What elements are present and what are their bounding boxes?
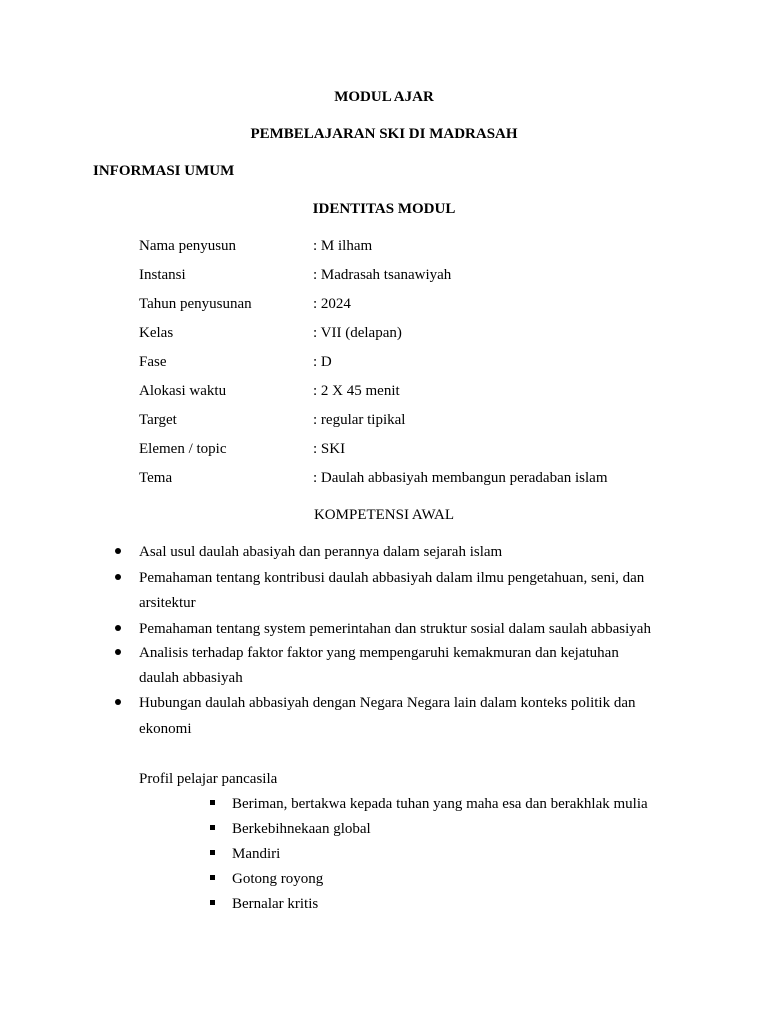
bullet-icon <box>115 548 121 554</box>
identity-label: Target <box>139 412 177 428</box>
bullet-icon <box>115 574 121 580</box>
document-title: MODUL AJAR <box>334 89 434 105</box>
square-bullet-icon <box>210 900 215 905</box>
identity-label: Kelas <box>139 325 174 341</box>
list-item: Berkebihnekaan global <box>232 821 371 837</box>
square-bullet-icon <box>210 825 215 830</box>
list-item: Mandiri <box>232 846 281 862</box>
square-bullet-icon <box>210 800 215 805</box>
list-item: Asal usul daulah abasiyah dan perannya dalam sejarah islam <box>139 544 503 560</box>
identity-label: Tema <box>139 470 173 486</box>
list-item: Pemahaman tentang kontribusi daulah abbasiyah dalam ilmu pengetahuan, seni, dan <box>139 570 645 586</box>
identity-label: Nama penyusun <box>139 238 237 254</box>
list-item: Beriman, bertakwa kepada tuhan yang maha esa dan berakhlak mulia <box>232 796 648 812</box>
identity-label: Elemen / topic <box>139 441 227 457</box>
identity-value: : D <box>313 354 332 370</box>
identity-label: Instansi <box>139 267 186 283</box>
identity-heading: IDENTITAS MODUL <box>312 201 456 217</box>
bullet-icon <box>115 699 121 705</box>
identity-label: Fase <box>139 354 167 370</box>
identity-value: : 2024 <box>313 296 351 312</box>
profil-heading: Profil pelajar pancasila <box>139 771 278 787</box>
identity-value: : regular tipikal <box>313 412 406 428</box>
identity-value: : Daulah abbasiyah membangun peradaban islam <box>313 470 608 486</box>
document-subtitle: PEMBELAJARAN SKI DI MADRASAH <box>250 126 518 142</box>
identity-value: : Madrasah tsanawiyah <box>313 267 452 283</box>
list-item: Pemahaman tentang system pemerintahan dan struktur sosial dalam saulah abbasiyah <box>139 621 651 637</box>
list-item: Hubungan daulah abbasiyah dengan Negara Negara lain dalam konteks politik dan <box>139 695 636 711</box>
list-item-continuation: daulah abbasiyah <box>139 670 243 686</box>
identity-label: Alokasi waktu <box>139 383 227 399</box>
list-item-continuation: arsitektur <box>139 595 196 611</box>
list-item: Gotong royong <box>232 871 324 887</box>
identity-value: : 2 X 45 menit <box>313 383 400 399</box>
list-item: Analisis terhadap faktor faktor yang mempengaruhi kemakmuran dan kejatuhan <box>139 645 619 661</box>
section-heading: INFORMASI UMUM <box>93 163 235 179</box>
square-bullet-icon <box>210 850 215 855</box>
identity-value: : SKI <box>313 441 346 457</box>
identity-label: Tahun penyusunan <box>139 296 252 312</box>
kompetensi-heading: KOMPETENSI AWAL <box>313 507 455 523</box>
bullet-icon <box>115 649 121 655</box>
square-bullet-icon <box>210 875 215 880</box>
identity-value: : VII (delapan) <box>313 325 402 341</box>
identity-value: : M ilham <box>313 238 373 254</box>
bullet-icon <box>115 625 121 631</box>
list-item: Bernalar kritis <box>232 896 319 912</box>
list-item-continuation: ekonomi <box>139 721 192 737</box>
